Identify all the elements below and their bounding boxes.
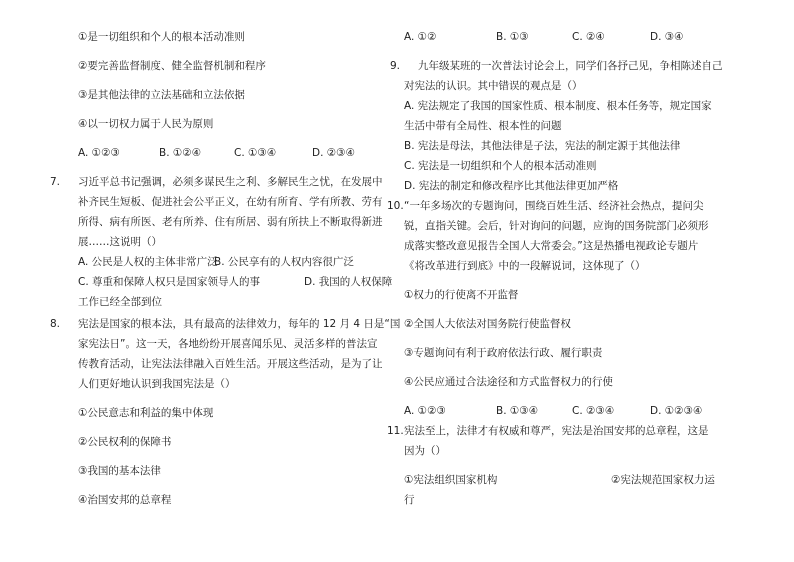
q7-options-row-2	[64, 275, 394, 289]
q9-stem-text-1: 九年级某班的一次普法讨论会上，同学们各抒己见，争相陈述自己	[418, 60, 723, 72]
q7-option-d[interactable]: D. 我国的人权保障	[304, 276, 393, 288]
q7-options-row-1	[64, 255, 394, 269]
q6-options	[64, 146, 394, 160]
q9-option-a[interactable]: A. 宪法规定了我国的国家性质、根本制度、根本任务等，规定国家	[404, 100, 712, 112]
q7-stem-line-1	[50, 175, 394, 189]
q7-number: 7.	[50, 176, 61, 188]
q11-stem-text-1: 宪法至上，法律才有权威和尊严，宪法是治国安邦的总章程，这是	[404, 425, 709, 437]
q8-stem-line-4: 人们更好地认识到我国宪法是（）	[78, 378, 236, 390]
q6-item-1: ①是一切组织和个人的根本活动准则	[78, 31, 245, 43]
q10-option-c[interactable]: C. ②③④	[572, 405, 615, 417]
q8-options	[404, 30, 749, 44]
q8-stem-text-1: 宪法是国家的根本法，具有最高的法律效力，每年的 12 月 4 日是“国	[78, 318, 401, 330]
q11-stem-line-2: 因为（）	[404, 445, 446, 457]
q7-option-d-continued: 工作已经全部到位	[78, 296, 162, 308]
q9-number: 9.	[390, 60, 401, 72]
q7-option-c[interactable]: C. 尊重和保障人权只是国家领导人的事	[78, 276, 261, 288]
q6-option-b[interactable]: B. ①②④	[159, 147, 202, 159]
q10-options	[404, 404, 749, 418]
q10-option-a[interactable]: A. ①②③	[404, 405, 446, 417]
q10-stem-line-2: 锐，直指关键。会后，针对询问的问题，应询的国务院部门必须形	[404, 220, 709, 232]
q9-option-d[interactable]: D. 宪法的制定和修改程序比其他法律更加严格	[404, 180, 619, 192]
q11-stem-line-1	[387, 424, 749, 438]
q8-option-a[interactable]: A. ①②	[404, 31, 437, 43]
q7-stem-text-1: 习近平总书记强调，必须多谋民生之利、多解民生之忧，在发展中	[78, 176, 383, 188]
q6-option-c[interactable]: C. ①③④	[234, 147, 277, 159]
q7-option-a[interactable]: A. 公民是人权的主体非常广泛	[78, 256, 218, 268]
q7-stem-line-2: 补齐民生短板、促进社会公平正义，在幼有所育、学有所教、劳有	[78, 196, 383, 208]
question-7	[50, 175, 394, 309]
q10-item-2: ②全国人大依法对国务院行使监督权	[404, 318, 571, 330]
q11-number: 11.	[387, 425, 404, 437]
q7-stem-line-3: 所得、病有所医、老有所养、住有所居、弱有所扶上不断取得新进	[78, 216, 383, 228]
q8-stem-line-1	[50, 317, 401, 331]
q8-stem-line-2: 家宪法日”。这一天，各地纷纷开展喜闻乐见、灵活多样的普法宣	[78, 338, 378, 350]
question-9	[390, 59, 749, 193]
q8-item-2: ②公民权利的保障书	[78, 436, 172, 448]
q8-option-c[interactable]: C. ②④	[572, 31, 605, 43]
q7-stem-line-4: 展……这说明（）	[78, 236, 162, 248]
q6-item-2: ②要完善监督制度、健全监督机制和程序	[78, 60, 266, 72]
q9-stem-line-2: 对宪法的认识。其中错误的观点是（）	[404, 80, 583, 92]
q8-option-b[interactable]: B. ①③	[496, 31, 529, 43]
q10-item-1: ①权力的行使离不开监督	[404, 289, 519, 301]
q9-option-c[interactable]: C. 宪法是一切组织和个人的根本活动准则	[404, 160, 597, 172]
q10-item-3: ③专题询问有利于政府依法行政、履行职责	[404, 347, 603, 359]
q10-item-4: ④公民应通过合法途径和方式监督权力的行使	[404, 376, 613, 388]
q11-item-2: ②宪法规范国家权力运	[611, 474, 715, 486]
q8-option-d[interactable]: D. ③④	[650, 31, 684, 43]
q11-item-2-continued: 行	[404, 494, 415, 506]
q10-stem-line-4: 《将改革进行到底》中的一段解说词，这体现了（）	[404, 260, 646, 272]
q8-number: 8.	[50, 318, 61, 330]
q6-item-3: ③是其他法律的立法基础和立法依据	[78, 89, 245, 101]
q10-stem-text-1: “一年多场次的专题询问，围绕百姓生活、经济社会热点，提问尖	[404, 200, 704, 212]
q6-item-4: ④以一切权力属于人民为原则	[78, 118, 214, 130]
q11-items-row	[404, 473, 749, 487]
question-10	[387, 199, 749, 418]
q8-item-4: ④治国安邦的总章程	[78, 494, 172, 506]
q9-option-b[interactable]: B. 宪法是母法，其他法律是子法，宪法的制定源于其他法律	[404, 140, 681, 152]
q10-option-b[interactable]: B. ①③④	[496, 405, 539, 417]
q9-stem-line-1	[390, 59, 749, 73]
q10-option-d[interactable]: D. ①②③④	[650, 405, 703, 417]
q10-number: 10.	[387, 200, 404, 212]
q8-item-1: ①公民意志和利益的集中体现	[78, 407, 214, 419]
q11-item-1: ①宪法组织国家机构	[404, 474, 498, 486]
q6-option-a[interactable]: A. ①②③	[78, 147, 120, 159]
q10-stem-line-3: 成落实整改意见报告全国人大常委会。”这是热播电视政论专题片	[404, 240, 699, 252]
q8-item-3: ③我国的基本法律	[78, 465, 161, 477]
q10-stem-line-1	[387, 199, 749, 213]
question-11	[387, 424, 749, 507]
q7-option-b[interactable]: B. 公民享有的人权内容很广泛	[214, 256, 354, 268]
right-column	[387, 30, 749, 507]
q9-option-a-continued: 生活中带有全局性、根本性的问题	[404, 120, 562, 132]
q6-option-d[interactable]: D. ②③④	[312, 147, 355, 159]
q8-stem-line-3: 传教育活动，让宪法法律融入百姓生活。开展这些活动，是为了让	[78, 358, 383, 370]
